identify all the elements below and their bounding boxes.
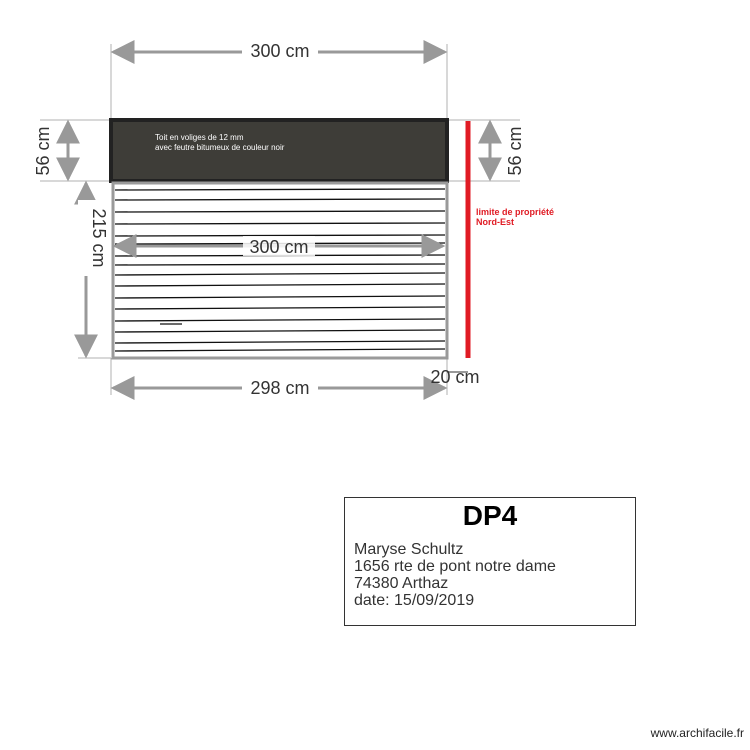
title-block-details (354, 541, 556, 609)
property-limit-label-line1: limite de propriété (476, 207, 555, 217)
date-line: date: 15/09/2019 (354, 592, 475, 609)
offset-label: 20 cm (430, 367, 480, 387)
city-line: 74380 Arthaz (354, 575, 449, 592)
owner-name: Maryse Schultz (354, 541, 464, 558)
title-block (344, 497, 636, 626)
watermark: www.archifacile.fr (650, 726, 744, 740)
sheet-title: DP4 (462, 500, 518, 531)
property-limit-label-line2: Nord-Est (476, 217, 514, 227)
roof-height-right-label: 56 cm (505, 126, 525, 176)
address-line: 1656 rte de pont notre dame (354, 558, 556, 575)
mid-width-label: 300 cm (249, 237, 309, 257)
wall-cladding (113, 183, 447, 358)
total-height-label: 215 cm (89, 208, 109, 268)
top-width-label: 300 cm (250, 41, 310, 61)
roof-note-line1: Toit en voliges de 12 mm (155, 133, 244, 142)
roof-note-line2: avec feutre bitumeux de couleur noir (155, 143, 285, 152)
roof-height-left-label: 56 cm (33, 126, 53, 176)
bottom-width-label: 298 cm (250, 378, 310, 398)
